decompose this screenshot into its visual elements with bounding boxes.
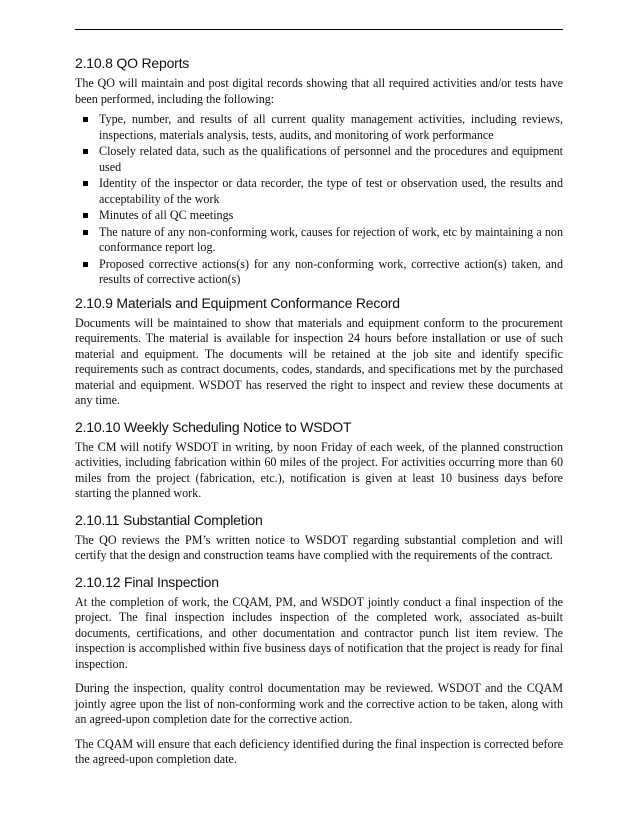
list-item-text: Type, number, and results of all current quality management activities, including reviews, inspections, materials analysis, tests, audits, and monitoring of work performance (99, 112, 563, 142)
bullet-list (75, 112, 563, 288)
list-item (75, 144, 563, 175)
section-paragraph: The QO will maintain and post digital records showing that all required activities and/or tests have been performed, including the following: (75, 76, 563, 106)
square-bullet-icon (83, 213, 88, 218)
section-paragraph: Documents will be maintained to show that materials and equipment conform to the procurement requirements. The material is available for inspection 24 hours before installation or use of such material and equipment. The documents will be retained at the job site and identify specific requirements such as contract documents, codes, standards, and specifications met by the purchased material and equipment. WSDOT has reserved the right to inspect and review these documents at any time. (75, 315, 563, 407)
section-paragraph: During the inspection, quality control documentation may be reviewed. WSDOT and the CQAM jointly agree upon the list of non-conforming work and the corrective action to be taken, along with an agreed-upon completion date for the corrective action. (75, 681, 563, 726)
list-item-text: Proposed corrective actions(s) for any non-conforming work, corrective action(s) taken, and results of corrective action(s) (99, 256, 563, 286)
square-bullet-icon (83, 262, 88, 267)
list-item (75, 257, 563, 288)
section-paragraph: The CQAM will ensure that each deficiency identified during the final inspection is corrected before the agreed-upon completion date. (75, 736, 563, 766)
list-item (75, 208, 563, 224)
section-heading: 2.10.11 Substantial Completion (75, 511, 263, 528)
document-page (75, 0, 563, 826)
section-weekly-scheduling-notice (75, 418, 563, 502)
section-heading: 2.10.8 QO Reports (75, 55, 190, 71)
square-bullet-icon (83, 149, 88, 154)
header-rule (75, 29, 563, 30)
section-heading: 2.10.10 Weekly Scheduling Notice to WSDOT (75, 418, 352, 435)
section-heading: 2.10.12 Final Inspection (75, 573, 219, 590)
square-bullet-icon (83, 181, 88, 186)
section-qo-reports (75, 54, 563, 288)
list-item-text: Closely related data, such as the qualifications of personnel and the procedures and equipment used (99, 144, 563, 174)
list-item (75, 176, 563, 207)
section-paragraph: The CM will notify WSDOT in writing, by noon Friday of each week, of the planned construction activities, including fabrication within 60 miles of the project. For activities occurring more than 60 miles from the project (fabrication, etc.), notification is given at least 10 business days before starting the planned work. (75, 439, 563, 500)
list-item-text: Minutes of all QC meetings (99, 208, 234, 222)
section-paragraph: The QO reviews the PM’s written notice to WSDOT regarding substantial completion and will certify that the design and construction teams have complied with the requirements of the contract. (75, 532, 563, 562)
list-item-text: Identity of the inspector or data recorder, the type of test or observation used, the results and acceptability of the work (99, 176, 563, 206)
list-item-text: The nature of any non-conforming work, causes for rejection of work, etc by maintaining a non conformance report log. (99, 224, 563, 254)
document-body (75, 54, 563, 777)
square-bullet-icon (83, 117, 88, 122)
section-paragraph: At the completion of work, the CQAM, PM, and WSDOT jointly conduct a final inspection of the project. The final inspection includes inspection of the completed work, associated as-built documents, certifications, and other documentation and contractor punch list item review. The inspection is accomplished within five business days of notification that the project is ready for final inspection. (75, 594, 563, 671)
list-item (75, 112, 563, 143)
square-bullet-icon (83, 230, 88, 235)
section-materials-equipment-record (75, 294, 563, 409)
list-item (75, 225, 563, 256)
section-substantial-completion (75, 511, 563, 564)
section-heading: 2.10.9 Materials and Equipment Conformance Record (75, 294, 400, 311)
section-final-inspection (75, 573, 563, 768)
